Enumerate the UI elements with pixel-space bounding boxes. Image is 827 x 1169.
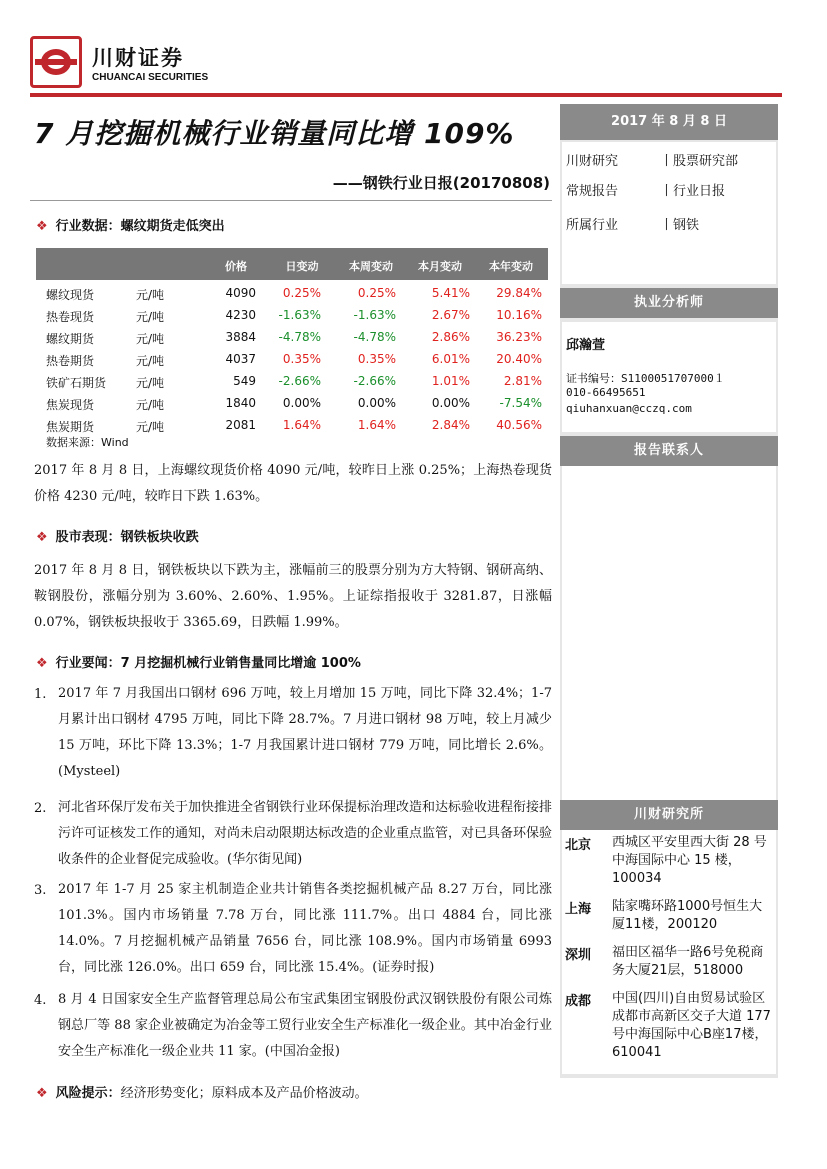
table-row — [36, 304, 548, 326]
cell-unit: 元/吨 — [136, 332, 165, 346]
news-number: 3. — [34, 883, 47, 898]
cell-year-change: 2.81% — [503, 374, 542, 388]
cell-month-change: 5.41% — [431, 286, 470, 300]
cell-week-change: 0.00% — [357, 396, 396, 410]
cell-day-change: 0.35% — [282, 352, 321, 366]
cell-week-change: -4.78% — [353, 330, 396, 344]
cell-month-change: 2.86% — [431, 330, 470, 344]
contact-header: 报告联系人 — [560, 436, 778, 466]
analyst-header: 执业分析师 — [560, 288, 778, 318]
cell-day-change: -2.66% — [278, 374, 321, 388]
section-heading-risk: ❖ 风险提示：经济形势变化；原料成本及产品价格波动。 — [36, 1086, 368, 1101]
cell-day-change: -4.78% — [278, 330, 321, 344]
cell-week-change: -1.63% — [353, 308, 396, 322]
office-city: 北京 — [565, 838, 592, 853]
table-header — [36, 248, 548, 280]
diamond-bullet-icon: ❖ — [36, 1086, 48, 1101]
cell-month-change: 2.84% — [431, 418, 470, 432]
col-header-year: 本年变动 — [489, 260, 533, 273]
news-item: 2017 年 7 月我国出口钢材 696 万吨，较上月增加 15 万吨，同比下降 32.4%；1-7 月累计出口钢材 4795 万吨，同比下降 28.7%。7 月进口钢材 98 万吨，较上月减少 15 万吨，环比下降 13.3%；1-7 月我国累计进口钢材 779 万吨，同比增长 2.6%。(Mysteel) — [58, 686, 552, 779]
cell-year-change: 36.23% — [496, 330, 542, 344]
col-header-month: 本月变动 — [418, 260, 462, 273]
meta-row: 常规报告 丨行业日报 — [566, 184, 726, 199]
diamond-bullet-icon: ❖ — [36, 656, 48, 671]
cell-price: 4230 — [225, 308, 256, 322]
cell-name: 热卷现货 — [46, 310, 95, 324]
cell-month-change: 1.01% — [431, 374, 470, 388]
brand-name: 川财证券 — [92, 46, 184, 70]
news-number: 1. — [34, 687, 47, 702]
cell-week-change: 1.64% — [357, 418, 396, 432]
brand-name-en: CHUANCAI SECURITIES — [92, 72, 209, 83]
cell-day-change: 0.00% — [282, 396, 321, 410]
contact-panel — [562, 466, 776, 800]
news-item: 河北省环保厅发布关于加快推进全省钢铁行业环保提标治理改造和达标验收进程衔接排污许可证核发工作的通知，对尚未启动限期达标改造的企业重点监管，对已具备环保验收条件的企业督促完成验收。(华尔街见闻) — [58, 800, 553, 867]
cell-unit: 元/吨 — [136, 420, 165, 434]
col-header-price: 价格 — [225, 260, 247, 273]
cell-day-change: 1.64% — [282, 418, 321, 432]
table-row — [36, 326, 548, 348]
diamond-bullet-icon: ❖ — [36, 219, 48, 234]
cell-name: 焦炭期货 — [46, 420, 95, 434]
table-row — [36, 370, 548, 392]
office-city: 成都 — [565, 994, 592, 1009]
cell-price: 549 — [233, 374, 256, 388]
table-row — [36, 392, 548, 414]
cell-year-change: 29.84% — [496, 286, 542, 300]
office-city: 深圳 — [565, 948, 592, 963]
cell-price: 2081 — [225, 418, 256, 432]
section-heading-industry-data: ❖ 行业数据：螺纹期货走低突出 — [36, 219, 225, 234]
institute-header: 川财研究所 — [560, 800, 778, 830]
report-date: 2017 年 8 月 8 日 — [560, 104, 778, 140]
meta-row: 所属行业 丨钢铁 — [566, 218, 700, 233]
logo-icon — [30, 36, 82, 88]
office-city: 上海 — [565, 902, 592, 917]
cell-unit: 元/吨 — [136, 310, 165, 324]
cell-day-change: -1.63% — [278, 308, 321, 322]
diamond-bullet-icon: ❖ — [36, 530, 48, 545]
cell-month-change: 0.00% — [431, 396, 470, 410]
report-subtitle: ——钢铁行业日报(20170808) — [332, 174, 550, 192]
cell-name: 铁矿石期货 — [46, 376, 107, 390]
cell-week-change: 0.35% — [357, 352, 396, 366]
cell-year-change: 20.40% — [496, 352, 542, 366]
cell-month-change: 2.67% — [431, 308, 470, 322]
report-title: 7 月挖掘机械行业销量同比增 109% — [34, 117, 515, 150]
cell-month-change: 6.01% — [431, 352, 470, 366]
analyst-name: 邱瀚萱 — [566, 338, 606, 353]
news-item: 2017 年 1-7 月 25 家主机制造企业共计销售各类挖掘机械产品 8.27 万台，同比涨 101.3%。国内市场销量 7.78 万台，同比涨 111.7%。出口 4884 台，同比涨 14.0%。7 月挖掘机械产品销量 7656 台，同比涨 108.9%。国内市场销量 6993 台，同比涨 126.0%。出口 659 台，同比涨 15.4%。(证券时报) — [58, 882, 552, 975]
cell-unit: 元/吨 — [136, 376, 165, 390]
paragraph-stock-performance: 2017 年 8 月 8 日，钢铁板块以下跌为主，涨幅前三的股票分别为方大特钢、钢研高纳、鞍钢股份，涨幅分别为 3.60%、2.60%、1.95%。上证综指报收于 3281.87，日涨幅 0.07%，钢铁板块报收于 3365.69，日跌幅 1.99%。 — [34, 563, 552, 630]
news-item: 8 月 4 日国家安全生产监督管理总局公布宝武集团宝钢股份武汉钢铁股份有限公司炼钢总厂等 88 家企业被确定为冶金等工贸行业安全生产标准化一级企业。其中冶金行业安全生产标准化一级企业共 11 家。(中国冶金报) — [58, 992, 552, 1059]
cell-year-change: -7.54% — [499, 396, 542, 410]
cell-name: 螺纹现货 — [46, 288, 95, 302]
header-rule — [30, 93, 782, 97]
office-address: 陆家嘴环路1000号恒生大厦11楼，200120 — [612, 899, 763, 932]
office-address: 中国(四川)自由贸易试验区成都市高新区交子大道 177 号中海国际中心B座17楼，610041 — [612, 991, 771, 1060]
cell-week-change: -2.66% — [353, 374, 396, 388]
table-row — [36, 348, 548, 370]
cell-unit: 元/吨 — [136, 354, 165, 368]
section-heading-stock: ❖ 股市表现：钢铁板块收跌 — [36, 530, 199, 545]
cell-price: 3884 — [225, 330, 256, 344]
table-row — [36, 282, 548, 304]
analyst-cert: 证书编号：S1100051707000１ — [566, 372, 725, 385]
table-row — [36, 414, 548, 436]
section-heading-news: ❖ 行业要闻：7 月挖掘机械行业销售量同比增逾 100% — [36, 656, 361, 671]
cell-price: 1840 — [225, 396, 256, 410]
cell-name: 热卷期货 — [46, 354, 95, 368]
analyst-phone: 010-66495651 — [566, 386, 646, 399]
news-number: 2. — [34, 801, 47, 816]
cell-week-change: 0.25% — [357, 286, 396, 300]
cell-name: 螺纹期货 — [46, 332, 95, 346]
cell-unit: 元/吨 — [136, 288, 165, 302]
col-header-day: 日变动 — [285, 260, 319, 273]
news-number: 4. — [34, 993, 47, 1008]
cell-price: 4037 — [225, 352, 256, 366]
risk-text: 经济形势变化；原料成本及产品价格波动。 — [120, 1086, 368, 1101]
meta-row: 川财研究 丨股票研究部 — [566, 154, 739, 169]
paragraph-market-prices: 2017 年 8 月 8 日，上海螺纹现货价格 4090 元/吨，较昨日上涨 0.25%；上海热卷现货价格 4230 元/吨，较昨日下跌 1.63%。 — [34, 463, 552, 504]
col-header-week: 本周变动 — [349, 260, 393, 273]
cell-year-change: 10.16% — [496, 308, 542, 322]
cell-year-change: 40.56% — [496, 418, 542, 432]
table-source: 数据来源：Wind — [46, 436, 129, 449]
cell-price: 4090 — [225, 286, 256, 300]
cell-unit: 元/吨 — [136, 398, 165, 412]
office-address: 西城区平安里西大街 28 号中海国际中心 15 楼，100034 — [612, 835, 767, 886]
title-divider — [30, 200, 552, 201]
cell-day-change: 0.25% — [282, 286, 321, 300]
cell-name: 焦炭现货 — [46, 398, 95, 412]
office-address: 福田区福华一路6号免税商务大厦21层，518000 — [612, 945, 764, 978]
analyst-email[interactable]: qiuhanxuan@cczq.com — [566, 402, 692, 415]
